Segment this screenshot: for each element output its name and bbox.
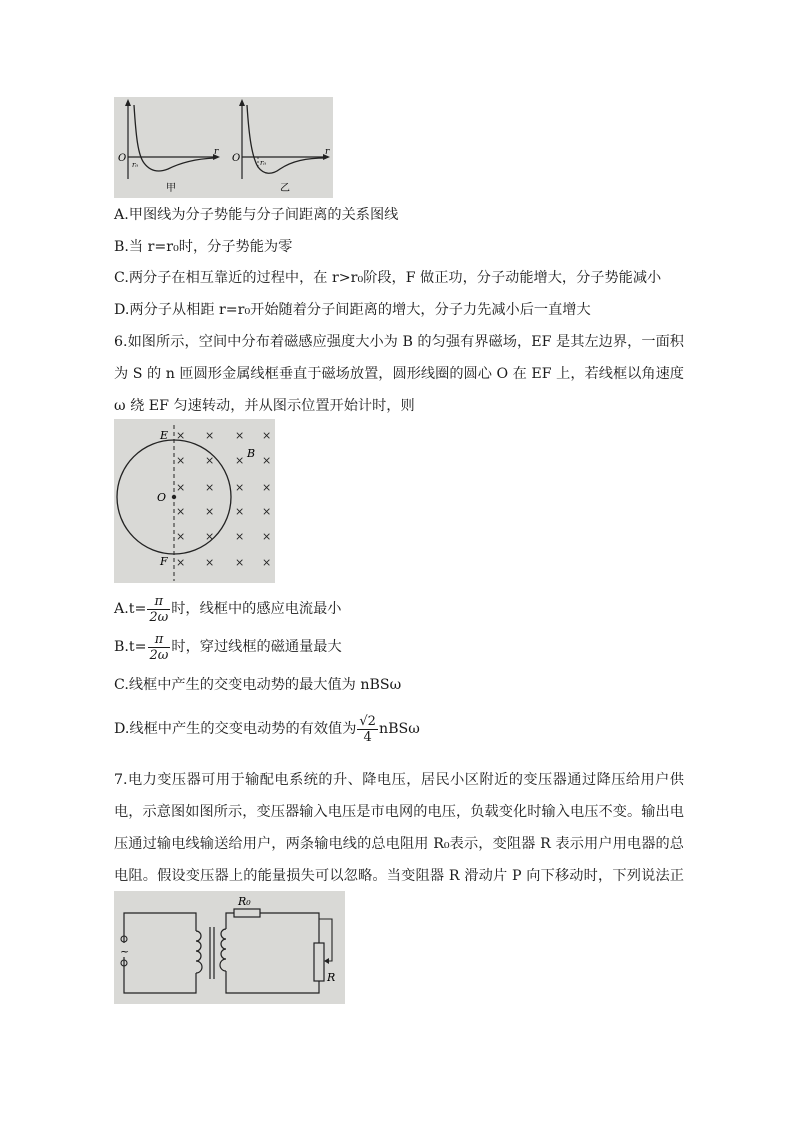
svg-text:×: × xyxy=(235,481,245,494)
label-e: E xyxy=(160,429,169,442)
label-f: F xyxy=(160,555,168,568)
q6-d-suffix: nBSω xyxy=(378,721,420,737)
potential-curves-svg xyxy=(114,97,333,198)
svg-text:×: × xyxy=(176,505,186,518)
svg-text:×: × xyxy=(205,429,215,442)
q6-a-suffix: 时，线框中的感应电流最小 xyxy=(171,601,342,617)
q6-d-fraction xyxy=(357,714,378,745)
svg-text:×: × xyxy=(176,454,186,467)
label-b: B xyxy=(247,447,256,460)
svg-text:×: × xyxy=(176,481,186,494)
svg-text:×: × xyxy=(205,530,215,543)
field-cross-marks xyxy=(176,429,271,569)
q5-option-c: C.两分子在相互靠近的过程中，在 r>r₀阶段，F 做正功，分子动能增大，分子势能减小 xyxy=(114,270,662,286)
q6-a-den: 2ω xyxy=(149,609,169,625)
q6-option-d xyxy=(114,710,420,748)
q7-stem: 7.电力变压器可用于输配电系统的升、降电压，居民小区附近的变压器通过降压给用户供电，示意图如图所示，变压器输入电压是市电网的电压，负载变化时输入电压不变。输出电压通过输电线输送给用户，两条输电线的总电阻用 R₀表示，变阻器 R 表示用户用电器的总电阻。假设变压器上的能量损失可以忽略。当变阻器 R 滑动片 P 向下移动时，下列说法正 xyxy=(114,772,684,884)
svg-text:×: × xyxy=(205,481,215,494)
right-graph-label: 乙 xyxy=(280,183,290,194)
svg-text:×: × xyxy=(262,530,272,543)
svg-text:×: × xyxy=(262,505,272,518)
q6-d-prefix: D.线框中产生的交变电动势的有效值为 xyxy=(114,721,357,737)
label-r: R xyxy=(327,971,336,984)
svg-text:×: × xyxy=(235,530,245,543)
svg-text:×: × xyxy=(235,429,245,442)
q6-a-prefix: A.t= xyxy=(114,601,147,617)
label-r0: R₀ xyxy=(238,895,251,908)
right-origin-label: O xyxy=(232,153,241,164)
right-r-axis-label: r xyxy=(325,147,330,157)
q6-b-den: 2ω xyxy=(149,647,169,663)
left-graph-label: 甲 xyxy=(166,183,176,194)
svg-text:×: × xyxy=(235,556,245,569)
q5-option-a: A.甲图线为分子势能与分子间距离的关系图线 xyxy=(114,207,399,223)
q6-option-b xyxy=(114,630,342,664)
svg-text:×: × xyxy=(205,505,215,518)
left-r0-label: r₀ xyxy=(132,161,139,169)
q5-option-b: B.当 r=r₀时，分子势能为零 xyxy=(114,239,293,255)
q6-a-fraction xyxy=(147,594,170,625)
svg-text:×: × xyxy=(205,454,215,467)
svg-text:×: × xyxy=(235,454,245,467)
q6-b-num: π xyxy=(148,632,171,648)
q6-b-suffix: 时，穿过线框的磁通量最大 xyxy=(171,639,342,655)
svg-text:×: × xyxy=(262,429,272,442)
svg-text:×: × xyxy=(262,481,272,494)
magnetic-field-svg xyxy=(114,419,275,583)
right-r0-label: r₀ xyxy=(260,159,267,167)
q6-option-c: C.线框中产生的交变电动势的最大值为 nBSω xyxy=(114,677,402,693)
svg-text:×: × xyxy=(262,454,272,467)
svg-text:×: × xyxy=(205,556,215,569)
figure-transformer-circuit xyxy=(114,891,345,1004)
q6-option-a xyxy=(114,592,342,626)
left-origin-label: O xyxy=(118,153,127,164)
q6-stem: 6.如图所示，空间中分布着磁感应强度大小为 B 的匀强有界磁场，EF 是其左边界，一面积为 S 的 n 匝圆形金属线框垂直于磁场放置，圆形线圈的圆心 O 在 EF 上，若线框以角速度 ω 绕 EF 匀速转动，并从图示位置开始计时，则 xyxy=(114,334,684,414)
q6-b-fraction xyxy=(148,632,171,663)
figure-magnetic-field xyxy=(114,419,275,583)
label-o: O xyxy=(157,491,167,504)
svg-text:×: × xyxy=(235,505,245,518)
q6-b-prefix: B.t= xyxy=(114,639,147,655)
ac-source-symbol: ~ xyxy=(120,945,130,958)
svg-text:×: × xyxy=(262,556,272,569)
q5-option-d: D.两分子从相距 r=r₀开始随着分子间距离的增大，分子力先减小后一直增大 xyxy=(114,302,591,318)
figure-potential-curves xyxy=(114,97,333,198)
q6-d-num: √2 xyxy=(359,713,376,729)
q6-a-num: π xyxy=(147,594,170,610)
transformer-circuit-svg xyxy=(114,891,345,1004)
svg-text:×: × xyxy=(176,429,186,442)
svg-text:×: × xyxy=(176,556,186,569)
q6-d-den: 4 xyxy=(363,729,372,745)
svg-text:×: × xyxy=(176,530,186,543)
left-r-axis-label: r xyxy=(214,147,219,157)
